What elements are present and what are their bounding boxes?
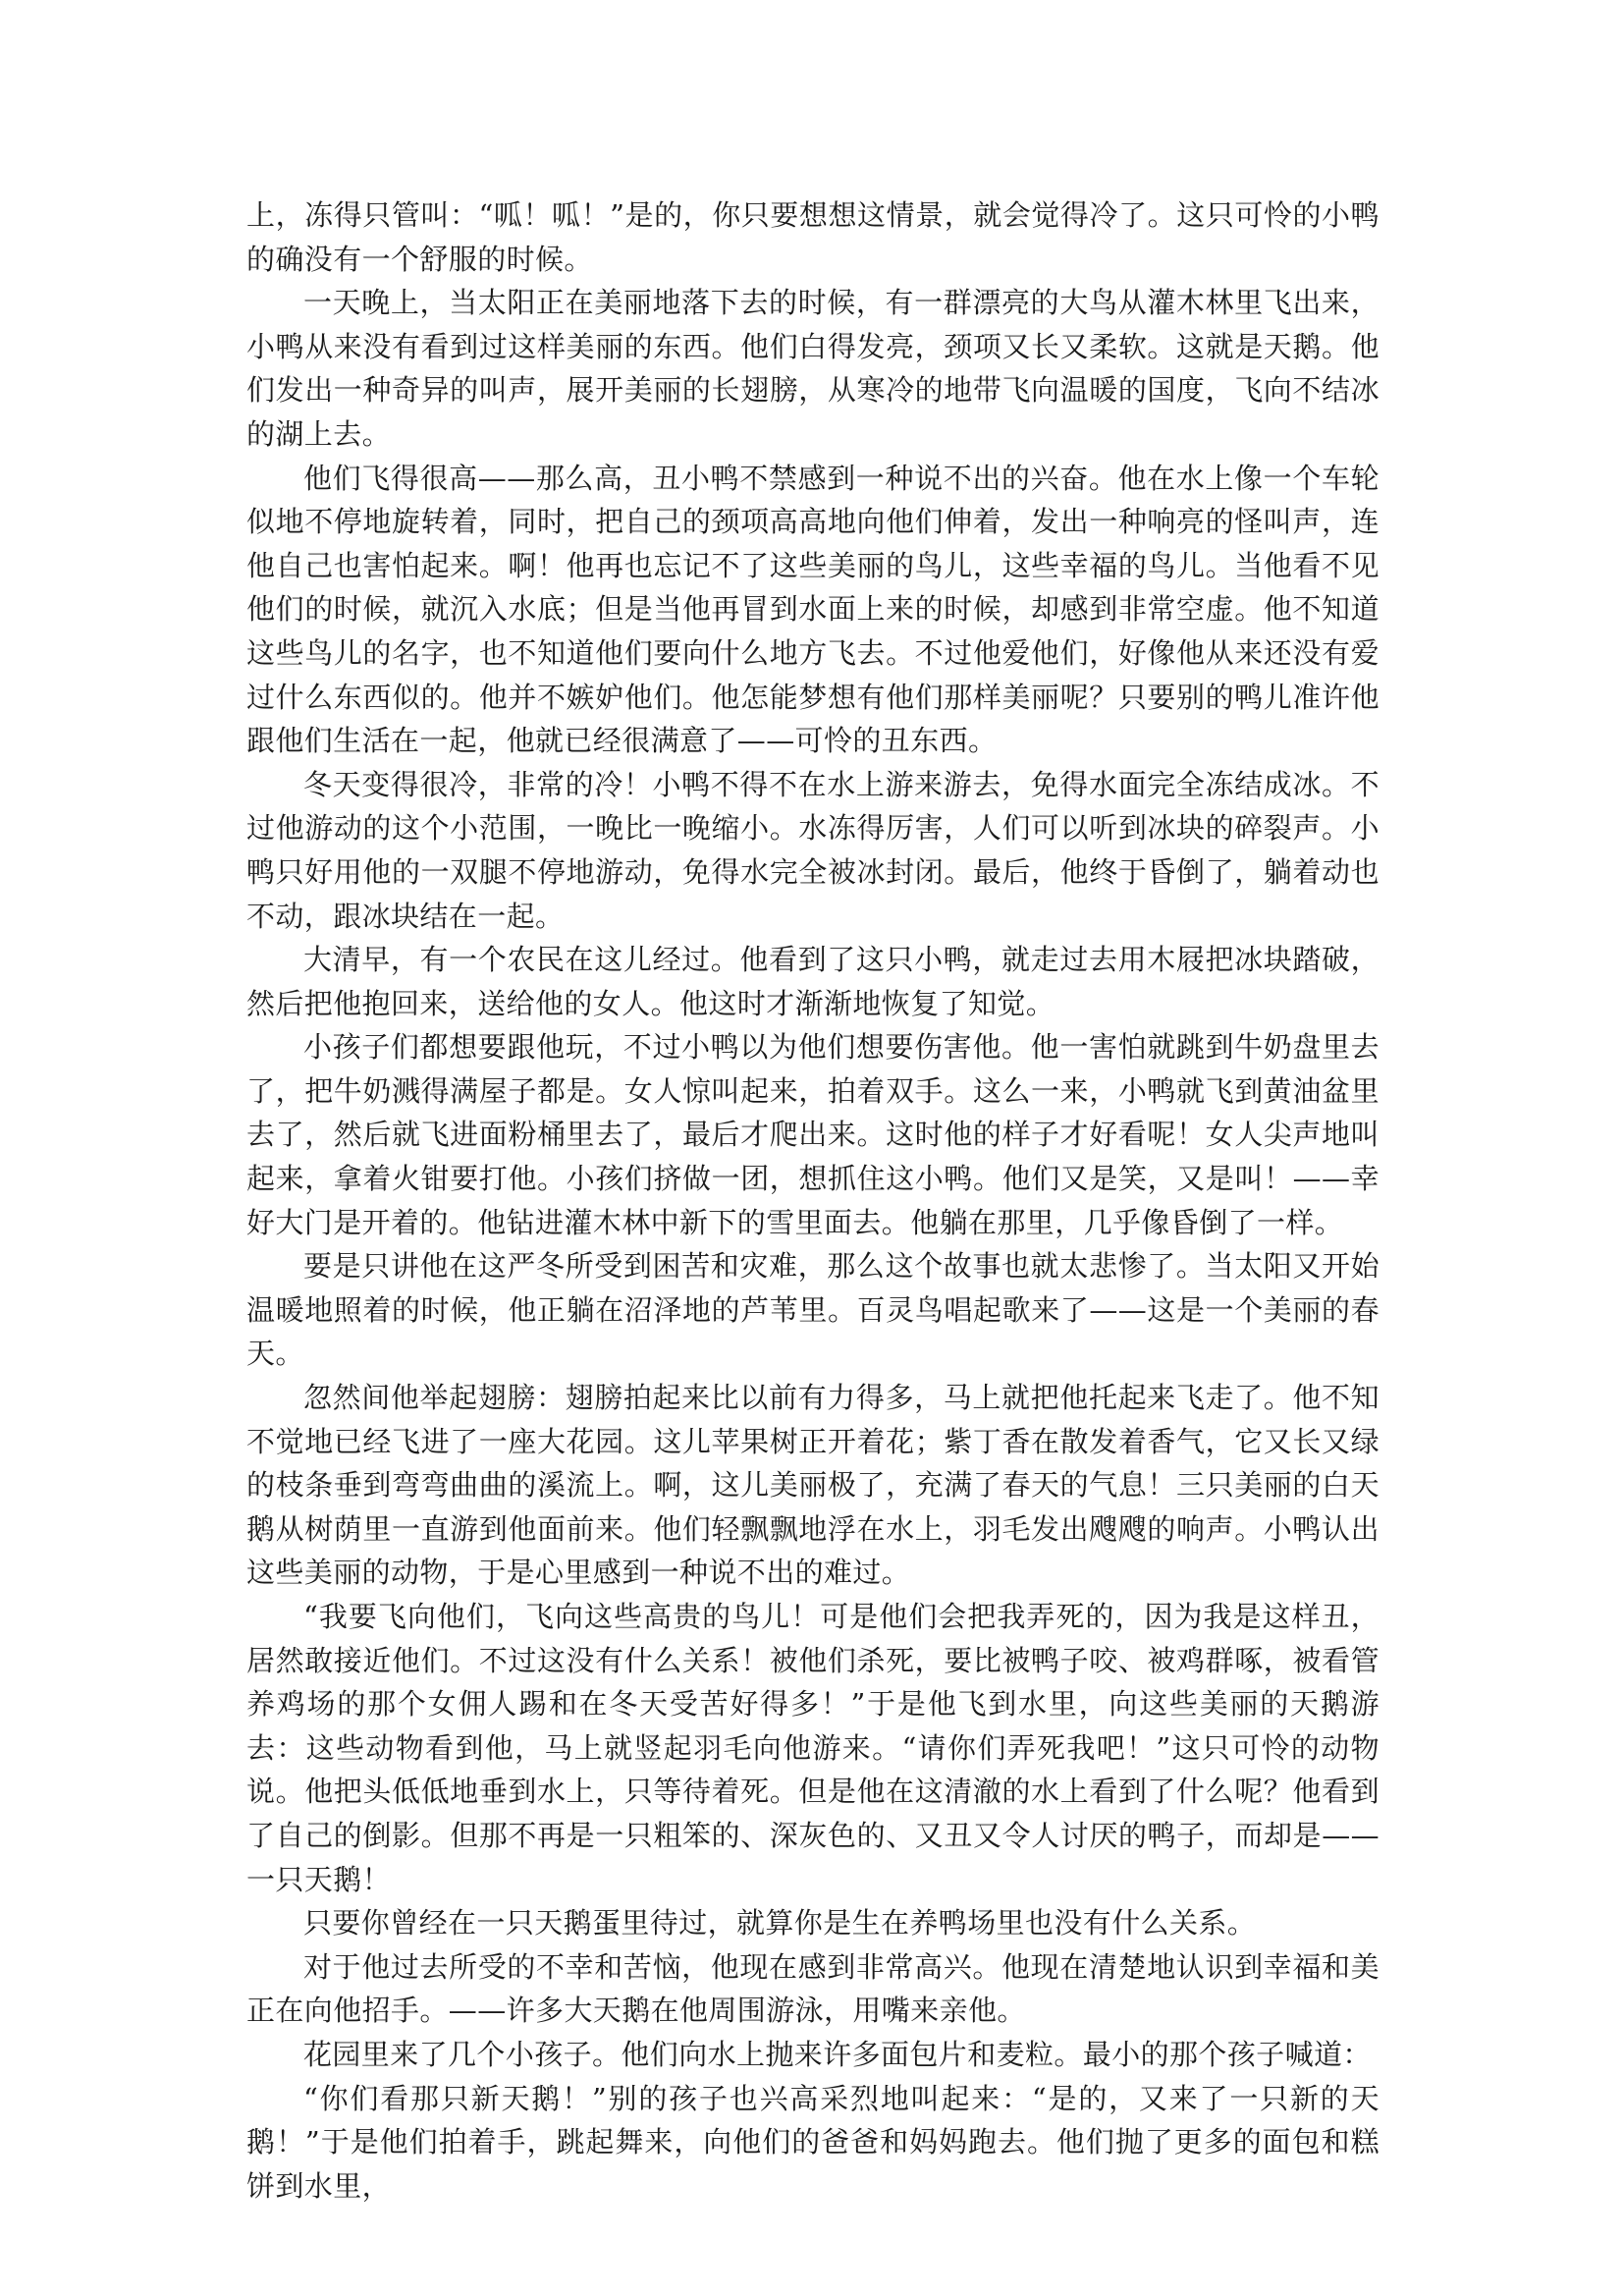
paragraph-12: 花园里来了几个小孩子。他们向水上抛来许多面包片和麦粒。最小的那个孩子喊道： [303, 2037, 1372, 2071]
story-text [246, 193, 1380, 2208]
paragraph-8: 忽然间他举起翅膀：翅膀拍起来比以前有力得多，马上就把他托起来飞走了。他不知不觉地已经飞进了一座大花园。这儿苹果树正开着花；紫丁香在散发着香气，它又长又绿的枝条垂到弯弯曲曲的溪流上。啊，这儿美丽极了，充满了春天的气息！三只美丽的白天鹅从树荫里一直游到他面前来。他们轻飘飘地浮在水上，羽毛发出飕飕的响声。小鸭认出这些美丽的动物，于是心里感到一种说不出的难过。 [246, 1381, 1380, 1590]
paragraph-13: “你们看那只新天鹅！”别的孩子也兴高采烈地叫起来：“是的，又来了一只新的天鹅！”于是他们拍着手，跳起舞来，向他们的爸爸和妈妈跑去。他们抛了更多的面包和糕饼到水里， [246, 2081, 1380, 2203]
paragraph-6: 小孩子们都想要跟他玩，不过小鸭以为他们想要伤害他。他一害怕就跳到牛奶盘里去了，把牛奶溅得满屋子都是。女人惊叫起来，拍着双手。这么一来，小鸭就飞到黄油盆里去了，然后就飞进面粉桶里去了，最后才爬出来。这时他的样子才好看呢！女人尖声地叫起来，拿着火钳要打他。小孩们挤做一团，想抓住这小鸭。他们又是笑，又是叫！——幸好大门是开着的。他钻进灌木林中新下的雪里面去。他躺在那里，几乎像昏倒了一样。 [246, 1030, 1380, 1239]
paragraph-7: 要是只讲他在这严冬所受到困苦和灾难，那么这个故事也就太悲惨了。当太阳又开始温暖地照着的时候，他正躺在沼泽地的芦苇里。百灵鸟唱起歌来了——这是一个美丽的春天。 [246, 1249, 1380, 1371]
paragraph-5: 大清早，有一个农民在这儿经过。他看到了这只小鸭，就走过去用木屐把冰块踏破，然后把他抱回来，送给他的女人。他这时才渐渐地恢复了知觉。 [246, 943, 1380, 1020]
paragraph-3: 他们飞得很高——那么高，丑小鸭不禁感到一种说不出的兴奋。他在水上像一个车轮似地不停地旋转着，同时，把自己的颈项高高地向他们伸着，发出一种响亮的怪叫声，连他自己也害怕起来。啊！他再也忘记不了这些美丽的鸟儿，这些幸福的鸟儿。当他看不见他们的时候，就沉入水底；但是当他再冒到水面上来的时候，却感到非常空虚。他不知道这些鸟儿的名字，也不知道他们要向什么地方飞去。不过他爱他们，好像他从来还没有爱过什么东西似的。他并不嫉妒他们。他怎能梦想有他们那样美丽呢？只要别的鸭儿准许他跟他们生活在一起，他就已经很满意了——可怜的丑东西。 [246, 461, 1380, 758]
paragraph-1: 上，冻得只管叫：“呱！呱！”是的，你只要想想这情景，就会觉得冷了。这只可怜的小鸭的确没有一个舒服的时候。 [246, 198, 1380, 276]
paragraph-11: 对于他过去所受的不幸和苦恼，他现在感到非常高兴。他现在清楚地认识到幸福和美正在向他招手。——许多大天鹅在他周围游泳，用嘴来亲他。 [246, 1949, 1380, 2028]
paragraph-10: 只要你曾经在一只天鹅蛋里待过，就算你是生在养鸭场里也没有什么关系。 [303, 1906, 1257, 1941]
paragraph-9: “我要飞向他们，飞向这些高贵的鸟儿！可是他们会把我弄死的，因为我是这样丑，居然敢接近他们。不过这没有什么关系！被他们杀死，要比被鸭子咬、被鸡群啄，被看管养鸡场的那个女佣人踢和在冬天受苦好得多！”于是他飞到水里，向这些美丽的天鹅游去：这些动物看到他，马上就竖起羽毛向他游来。“请你们弄死我吧！”这只可怜的动物说。他把头低低地垂到水上，只等待着死。但是他在这清澈的水上看到了什么呢？他看到了自己的倒影。但那不再是一只粗笨的、深灰色的、又丑又令人讨厌的鸭子，而却是——一只天鹅！ [246, 1600, 1380, 1896]
paragraph-2: 一天晚上，当太阳正在美丽地落下去的时候，有一群漂亮的大鸟从灌木林里飞出来，小鸭从来没有看到过这样美丽的东西。他们白得发亮，颈项又长又柔软。这就是天鹅。他们发出一种奇异的叫声，展开美丽的长翅膀，从寒冷的地带飞向温暖的国度，飞向不结冰的湖上去。 [246, 286, 1380, 451]
paragraph-4: 冬天变得很冷，非常的冷！小鸭不得不在水上游来游去，免得水面完全冻结成冰。不过他游动的这个小范围，一晚比一晚缩小。水冻得厉害，人们可以听到冰块的碎裂声。小鸭只好用他的一双腿不停地游动，免得水完全被冰封闭。最后，他终于昏倒了，躺着动也不动，跟冰块结在一起。 [246, 767, 1380, 933]
